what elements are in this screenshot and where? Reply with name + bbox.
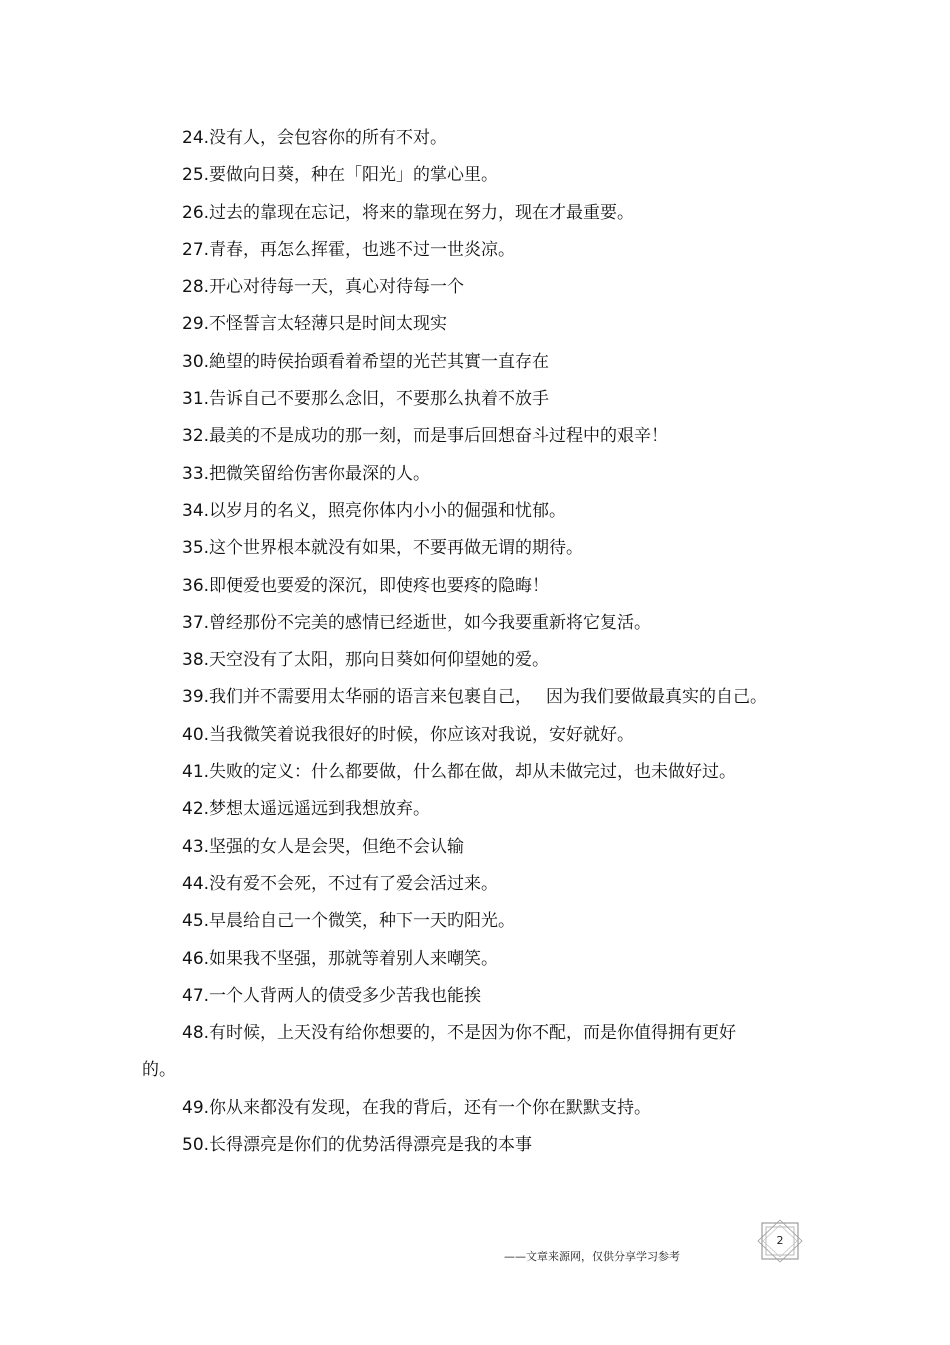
list-item (182, 381, 822, 418)
item-number: 32. (182, 426, 210, 447)
item-number: 34. (182, 500, 210, 521)
item-text: 最美的不是成功的那一刻，而是事后回想奋斗过程中的艰辛！ (209, 426, 669, 447)
item-text: 以岁月的名义，照亮你体内小小的倔强和忧郁。 (209, 500, 567, 521)
list-item (182, 903, 822, 940)
list-item (182, 456, 822, 493)
item-text: 没有人，会包容你的所有不对。 (209, 128, 448, 148)
list-item-continuation (142, 1052, 822, 1089)
item-number: 25. (182, 165, 210, 186)
item-number: 41. (182, 762, 210, 783)
item-text: 我们并不需要用太华丽的语言来包裹自己， 因为我们要做最真实的自己。 (209, 687, 767, 708)
list-item (182, 306, 822, 343)
list-item (182, 717, 822, 754)
item-text: 梦想太遥远遥远到我想放弃。 (209, 799, 431, 820)
item-number: 40. (182, 724, 210, 745)
list-item (182, 530, 822, 567)
item-text: 没有爱不会死，不过有了爱会活过来。 (209, 873, 499, 894)
item-number: 33. (182, 463, 210, 484)
quote-list (142, 120, 822, 1164)
page-number-badge (756, 1219, 804, 1263)
item-text: 长得漂亮是你们的优势活得漂亮是我的本事 (209, 1135, 533, 1156)
item-number: 36. (182, 575, 210, 596)
item-text: 失败的定义：什么都要做，什么都在做，却从未做完过，也未做好过。 (209, 762, 737, 783)
list-item (182, 978, 822, 1015)
list-item (182, 568, 822, 605)
item-number: 46. (182, 948, 210, 969)
list-item (182, 1015, 822, 1052)
item-number: 38. (182, 650, 210, 671)
item-number: 35. (182, 538, 210, 559)
item-number: 30. (182, 351, 210, 372)
list-item (182, 679, 822, 716)
item-text: 即便爱也要爱的深沉，即使疼也要疼的隐晦！ (209, 575, 550, 596)
item-number: 43. (182, 836, 210, 857)
item-text: 如果我不坚强，那就等着别人来嘲笑。 (209, 948, 499, 969)
list-item (182, 941, 822, 978)
item-text: 坚强的女人是会哭，但绝不会认输 (209, 836, 465, 857)
item-text: 絶望的時侯抬頭看着希望的光芒其實一直存在 (209, 351, 550, 372)
list-item (182, 344, 822, 381)
item-number: 27. (182, 239, 210, 260)
list-item (182, 493, 822, 530)
page-number: 2 (776, 1234, 784, 1247)
footer-source-note: ——文章来源网，仅供分享学习参考 (504, 1250, 680, 1263)
item-text: 把微笑留给伤害你最深的人。 (209, 463, 431, 484)
item-text: 过去的靠现在忘记，将来的靠现在努力，现在才最重要。 (209, 202, 635, 223)
item-number: 47. (182, 985, 210, 1006)
list-item (182, 605, 822, 642)
item-text: 曾经那份不完美的感情已经逝世，如今我要重新将它复活。 (209, 612, 652, 633)
list-item (182, 791, 822, 828)
list-item (182, 1127, 822, 1164)
item-text: 天空没有了太阳，那向日葵如何仰望她的爱。 (209, 650, 550, 671)
list-item (182, 754, 822, 791)
item-text: 一个人背两人的债受多少苦我也能挨 (209, 985, 482, 1006)
item-text: 早晨给自己一个微笑，种下一天旳阳光。 (209, 911, 516, 932)
item-number: 39. (182, 687, 210, 708)
item-number: 26. (182, 202, 210, 223)
item-text: 要做向日葵，种在「阳光」的掌心里。 (209, 165, 499, 186)
list-item (182, 866, 822, 903)
item-number: 37. (182, 612, 210, 633)
item-text: 有时候，上天没有给你想要的，不是因为你不配，而是你值得拥有更好 (209, 1023, 737, 1044)
item-number: 29. (182, 314, 210, 335)
item-text: 告诉自己不要那么念旧，不要那么执着不放手 (209, 389, 550, 410)
item-number: 48. (182, 1023, 210, 1044)
item-text-continuation: 的。 (142, 1060, 176, 1081)
item-number: 24. (182, 128, 210, 148)
item-number: 50. (182, 1135, 210, 1156)
list-item (182, 269, 822, 306)
list-item (182, 157, 822, 194)
list-item (182, 232, 822, 269)
item-text: 青春，再怎么挥霍，也逃不过一世炎凉。 (209, 239, 516, 260)
item-number: 45. (182, 911, 210, 932)
item-number: 42. (182, 799, 210, 820)
item-text: 不怪誓言太轻薄只是时间太现实 (209, 314, 448, 335)
list-item (182, 120, 822, 157)
item-number: 28. (182, 277, 210, 298)
item-text: 当我微笑着说我很好的时候，你应该对我说，安好就好。 (209, 724, 635, 745)
item-text: 开心对待每一天，真心对待每一个 (209, 277, 465, 298)
list-item (182, 829, 822, 866)
item-text: 你从来都没有发现，在我的背后，还有一个你在默默支持。 (209, 1097, 652, 1118)
list-item (182, 195, 822, 232)
item-number: 44. (182, 873, 210, 894)
list-item (182, 642, 822, 679)
list-item (182, 418, 822, 455)
item-text: 这个世界根本就没有如果，不要再做无谓的期待。 (209, 538, 584, 559)
item-number: 49. (182, 1097, 210, 1118)
list-item (182, 1090, 822, 1127)
item-number: 31. (182, 389, 210, 410)
